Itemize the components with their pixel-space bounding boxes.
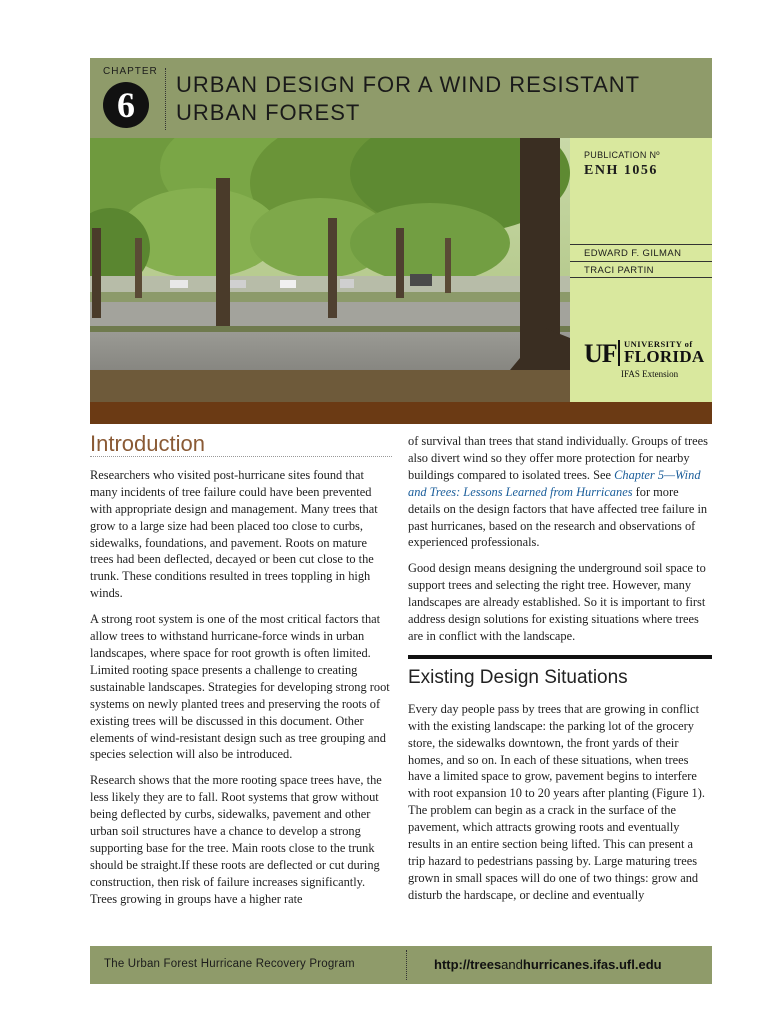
introduction-heading: Introduction xyxy=(90,436,392,457)
body-text: for more details on the design factors that have affected tree failure in past hurricanes, based on the research and observations of experienced professionals. xyxy=(408,484,708,550)
publication-label: PUBLICATION Nº xyxy=(584,150,660,160)
body-paragraph: Good design means designing the underground soil space to support trees and selecting the right tree. However, many landscapes are already established. So it is important to first address design solutions for existing situations where trees are in conflict with the landscape. xyxy=(408,561,706,643)
url-part-trees: trees xyxy=(470,957,502,972)
footer-bar xyxy=(90,946,712,984)
parking-lot-trees-photo xyxy=(90,138,570,402)
left-column xyxy=(90,431,392,917)
publication-number: ENH 1056 xyxy=(584,163,658,178)
program-name: The Urban Forest Hurricane Recovery Program xyxy=(104,958,355,970)
header-divider xyxy=(165,68,166,130)
uf-ifas-logo xyxy=(584,337,704,377)
publication-info-panel xyxy=(570,138,712,402)
page-title-line-1: URBAN DESIGN FOR A WIND RESISTANT xyxy=(176,72,641,97)
body-paragraph: A strong root system is one of the most critical factors that allow trees to withstand hurricane-force winds in urban landscapes, where space for root growth is often limited. Limited rooting space presents a challenge to creating sustainable landscapes. Strategies for developing strong root systems on newly planted trees and preserving the roots of existing trees will be discussed in this document. Other elements of wind-resistant design such as tree grouping and species selection will also be introduced. xyxy=(90,612,390,762)
url-prefix: http:// xyxy=(434,957,471,972)
chapter-5-link[interactable]: Chapter 5—Wind and Trees: Lessons Learned from Hurricanes xyxy=(408,467,701,499)
url-part-domain: hurricanes.ifas.ufl.edu xyxy=(522,957,662,972)
chapter-header xyxy=(90,58,712,138)
uf-logo-florida: FLORIDA xyxy=(624,347,705,366)
body-text: of survival than trees that stand individually. Groups of trees also divert wind so they offer more protection for nearby buildings compared to isolated trees. See xyxy=(408,434,708,482)
uf-logo-divider xyxy=(618,340,620,366)
body-paragraph: Research shows that the more rooting space trees have, the less likely they are to fall. Root systems that grow without being deflected by curbs, sidewalks, pavement and other urban soil structures have a chance to develop a strong supporting base for the tree. Main roots close to the trunk should be straight.If these roots are deflected or cut during construction, then risk of failure increases significantly. Trees growing in groups have a higher rate xyxy=(90,773,382,906)
decorative-band xyxy=(90,402,712,424)
body-paragraph-continued xyxy=(408,433,712,551)
author-name: EDWARD F. GILMAN xyxy=(570,244,712,261)
chapter-number-badge: 6 xyxy=(103,82,149,128)
existing-design-heading: Existing Design Situations xyxy=(408,655,712,687)
uf-logo-ifas: IFAS Extension xyxy=(621,369,679,379)
author-name: TRACI PARTIN xyxy=(570,261,712,278)
website-link[interactable] xyxy=(434,957,662,972)
body-paragraph: Every day people pass by trees that are growing in conflict with the existing landscape: the parking lot of the grocery store, the sidewalks downtown, the front yards of their homes, and so on. In each of these situations, when trees have a limited space to grow, pavement begins to interfere with root expansion 10 to 20 years after planting (Figure 1). The problem can begin as a crack in the surface of the pavement, which attracts growing roots and eventually results in an entire section being lifted. This can present a trip hazard to pedestrians passing by. Large maturing trees grown in small spaces will do one of two things: grow and disturb the hardscape, or decline and eventually xyxy=(408,701,705,902)
chapter-label: CHAPTER xyxy=(103,66,158,77)
right-column xyxy=(408,433,712,913)
uf-logo-mark: UF xyxy=(584,339,617,368)
page-title-line-2: URBAN FOREST xyxy=(176,100,361,125)
body-paragraph: Researchers who visited post-hurricane sites found that many incidents of tree failure could have been prevented with appropriate design and management. Many trees that grow to a large size had been placed too close to curbs, sidewalks, foundations, and pavement. Roots on mature trees had been deflected, decayed or been cut close to the trunk. These conditions resulted in trees toppling in high winds. xyxy=(90,467,378,601)
uf-logo-university: UNIVERSITY of xyxy=(624,339,693,349)
footer-divider xyxy=(406,950,407,980)
url-part-and: and xyxy=(501,957,523,972)
